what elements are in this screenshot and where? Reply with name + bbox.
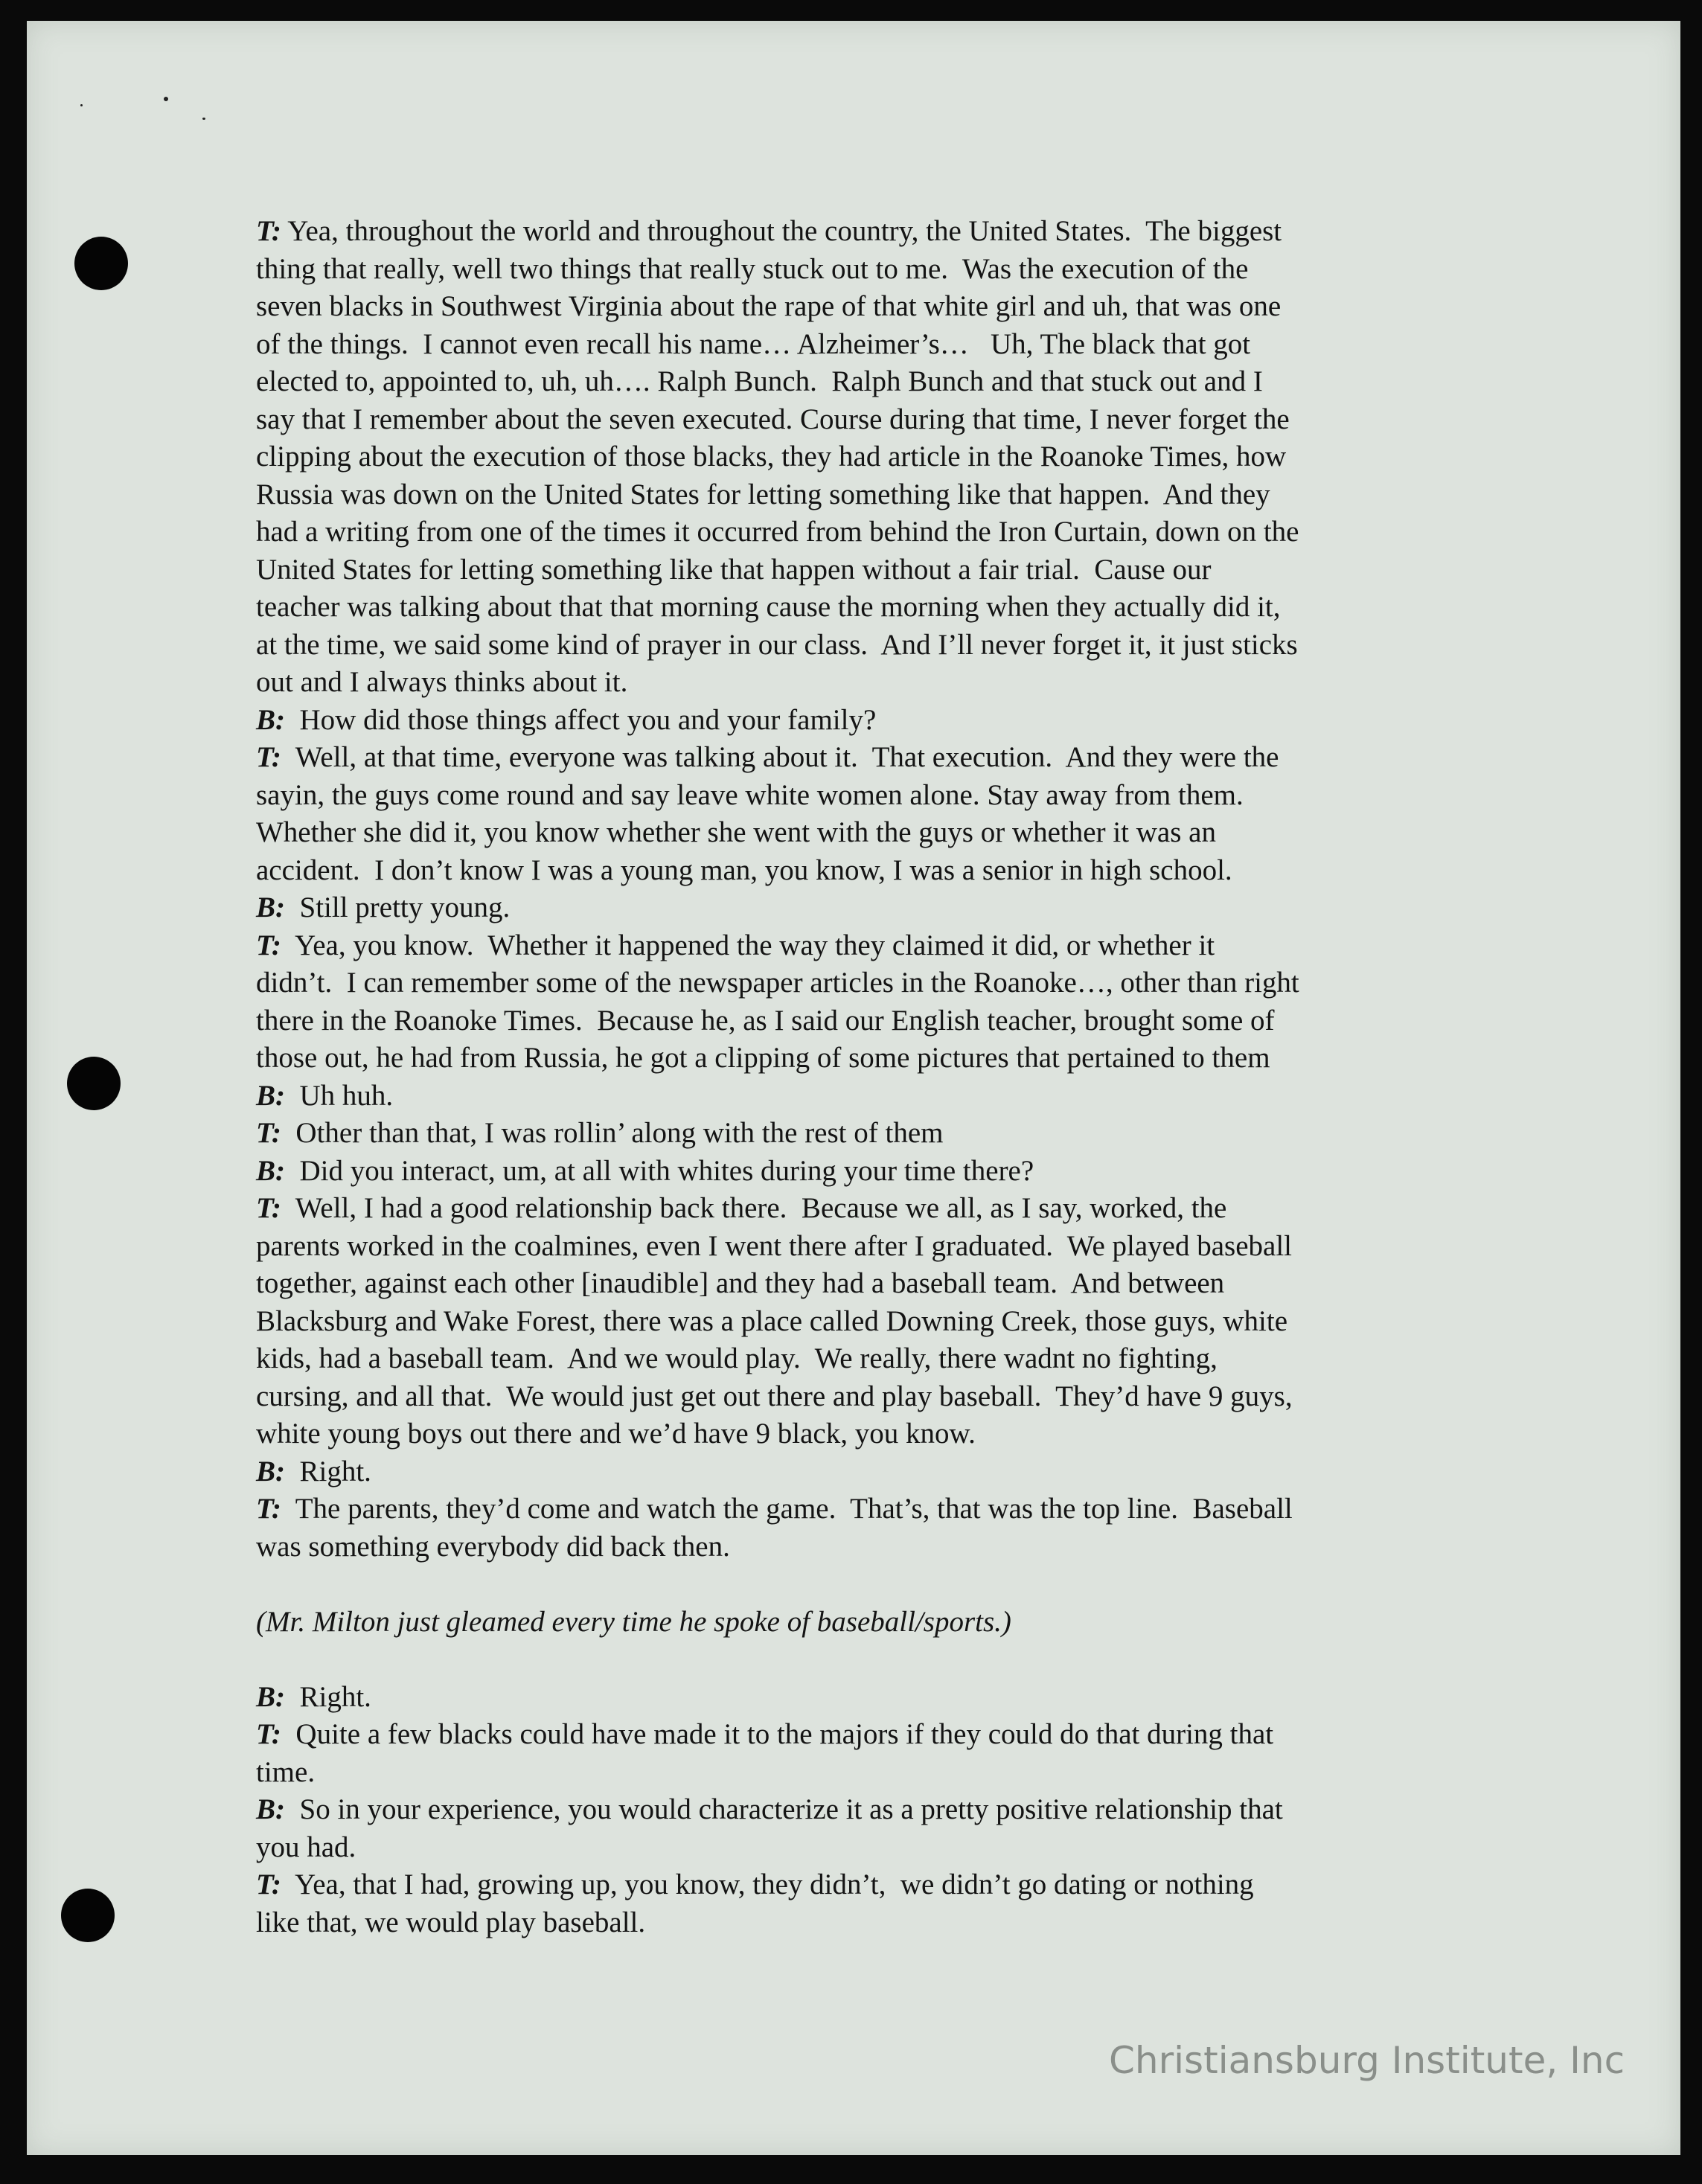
- transcript-line: [256, 438, 1477, 476]
- paper-page: [27, 21, 1680, 2155]
- line-text: kids, had a baseball team. And we would play. We really, there wadnt no fighting,: [256, 1342, 1218, 1374]
- line-text: white young boys out there and we’d have 9 black, you know.: [256, 1418, 976, 1450]
- line-text: of the things. I cannot even recall his name… Alzheimer’s… Uh, The black that got: [256, 327, 1251, 360]
- line-text: Yea, you know. Whether it happened the way they claimed it did, or whether it: [281, 929, 1215, 961]
- line-text: Uh huh.: [285, 1079, 394, 1112]
- transcript-line: [256, 476, 1477, 514]
- transcript-line: [256, 213, 1477, 251]
- line-text: Did you interact, um, at all with whites during your time there?: [285, 1154, 1034, 1187]
- transcript-line: [256, 1679, 1477, 1717]
- transcript-line: [256, 251, 1477, 289]
- line-text: those out, he had from Russia, he got a clipping of some pictures that pertained to them: [256, 1042, 1270, 1074]
- line-text: Right.: [285, 1455, 371, 1488]
- line-text: How did those things affect you and your family?: [285, 703, 877, 736]
- transcript-line: [256, 1303, 1477, 1341]
- transcript-line: [256, 927, 1477, 965]
- speaker-label: B:: [256, 1793, 285, 1825]
- speaker-label: T:: [256, 1868, 281, 1900]
- line-text: Blacksburg and Wake Forest, there was a place called Downing Creek, those guys, white: [256, 1304, 1288, 1337]
- transcript-line: [256, 1002, 1477, 1040]
- transcript-line: [256, 814, 1477, 852]
- line-text: Whether she did it, you know whether she went with the guys or whether it was an: [256, 816, 1216, 848]
- interviewer-note: (Mr. Milton just gleamed every time he spoke of baseball/sports.): [256, 1605, 1011, 1638]
- transcript-line: [256, 777, 1477, 815]
- transcript-line: [256, 1754, 1477, 1792]
- transcript-part-1: [256, 213, 1477, 1566]
- transcript-line: [256, 363, 1477, 401]
- line-text: seven blacks in Southwest Virginia about the rape of that white girl and uh, that was one: [256, 290, 1282, 322]
- line-text: elected to, appointed to, uh, uh…. Ralph Bunch. Ralph Bunch and that stuck out and I: [256, 365, 1263, 397]
- transcript-line: [256, 1077, 1477, 1115]
- line-text: was something everybody did back then.: [256, 1530, 730, 1563]
- transcript-line: [256, 401, 1477, 439]
- transcript-line: [256, 1415, 1477, 1453]
- speaker-label: B:: [256, 703, 285, 736]
- transcript-line: [256, 702, 1477, 740]
- transcript-line: [256, 1040, 1477, 1077]
- transcript-line: [256, 889, 1477, 927]
- line-text: Russia was down on the United States for letting something like that happen. And they: [256, 478, 1270, 510]
- transcript-line: [256, 513, 1477, 551]
- line-text: sayin, the guys come round and say leave white women alone. Stay away from them.: [256, 778, 1244, 811]
- line-text: cursing, and all that. We would just get out there and play baseball. They’d have 9 guys,: [256, 1380, 1293, 1412]
- transcript-line: [256, 326, 1477, 364]
- line-text: Well, at that time, everyone was talking about it. That execution. And they were the: [281, 741, 1279, 773]
- line-text: Right.: [285, 1680, 371, 1713]
- paper-speck: [80, 104, 83, 106]
- transcript-line: [256, 551, 1477, 589]
- transcript-line: [256, 852, 1477, 890]
- speaker-label: B:: [256, 1154, 285, 1187]
- punch-hole-top: [74, 237, 128, 290]
- line-text: Still pretty young.: [285, 891, 511, 923]
- transcript-line: [256, 1190, 1477, 1228]
- line-text: Yea, that I had, growing up, you know, they didn’t, we didn’t go dating or nothing: [281, 1868, 1254, 1900]
- transcript-line: [256, 1115, 1477, 1153]
- transcript-line: [256, 1528, 1477, 1566]
- transcript-line: [256, 739, 1477, 777]
- blank-line: [256, 1566, 1477, 1604]
- transcript-line: [256, 1716, 1477, 1754]
- transcript-line: [256, 1791, 1477, 1829]
- line-text: Yea, throughout the world and throughout the country, the United States. The biggest: [281, 215, 1282, 247]
- punch-hole-bottom: [61, 1889, 115, 1942]
- transcript-line: [256, 664, 1477, 702]
- line-text: thing that really, well two things that really stuck out to me. Was the execution of the: [256, 252, 1249, 285]
- line-text: say that I remember about the seven executed. Course during that time, I never forget the: [256, 403, 1290, 435]
- transcript-line: [256, 1453, 1477, 1491]
- transcript-line: [256, 964, 1477, 1002]
- line-text: out and I always thinks about it.: [256, 666, 628, 698]
- transcript-line: [256, 1340, 1477, 1378]
- line-text: time.: [256, 1755, 316, 1788]
- speaker-label: B:: [256, 1680, 285, 1713]
- paper-speck: [202, 118, 205, 120]
- punch-hole-middle: [67, 1057, 121, 1110]
- transcript-body: [256, 213, 1477, 1941]
- line-text: together, against each other [inaudible] and they had a baseball team. And between: [256, 1267, 1225, 1299]
- speaker-label: B:: [256, 1455, 285, 1488]
- speaker-label: T:: [256, 1493, 281, 1525]
- line-text: at the time, we said some kind of prayer in our class. And I’ll never forget it, it just sticks: [256, 628, 1298, 661]
- line-text: United States for letting something like that happen without a fair trial. Cause our: [256, 553, 1212, 586]
- speaker-label: T:: [256, 215, 281, 247]
- transcript-line: [256, 1153, 1477, 1191]
- paper-speck: [164, 97, 168, 101]
- transcript-line: [256, 288, 1477, 326]
- transcript-line: [256, 627, 1477, 665]
- speaker-label: T:: [256, 1718, 281, 1750]
- watermark: Christiansburg Institute, Inc: [1109, 2039, 1625, 2082]
- line-text: clipping about the execution of those blacks, they had article in the Roanoke Times, how: [256, 441, 1287, 473]
- line-text: like that, we would play baseball.: [256, 1906, 646, 1938]
- line-text: accident. I don’t know I was a young man, you know, I was a senior in high school.: [256, 854, 1232, 886]
- line-text: Quite a few blacks could have made it to the majors if they could do that during that: [281, 1718, 1274, 1750]
- line-text: there in the Roanoke Times. Because he, as I said our English teacher, brought some of: [256, 1004, 1275, 1037]
- speaker-label: T:: [256, 929, 281, 961]
- transcript-line: [256, 1265, 1477, 1303]
- line-text: you had.: [256, 1831, 356, 1863]
- blank-line: [256, 1641, 1477, 1679]
- line-text: Well, I had a good relationship back there. Because we all, as I say, worked, the: [281, 1192, 1227, 1224]
- line-text: had a writing from one of the times it occurred from behind the Iron Curtain, down on the: [256, 516, 1299, 548]
- line-text: teacher was talking about that that morning cause the morning when they actually did it,: [256, 591, 1281, 623]
- speaker-label: T:: [256, 741, 281, 773]
- transcript-line: [256, 1829, 1477, 1867]
- transcript-part-2: [256, 1679, 1477, 1942]
- transcript-line: [256, 1904, 1477, 1942]
- transcript-line: [256, 1378, 1477, 1416]
- speaker-label: B:: [256, 891, 285, 923]
- speaker-label: T:: [256, 1117, 281, 1149]
- line-text: parents worked in the coalmines, even I went there after I graduated. We played baseball: [256, 1229, 1292, 1262]
- transcript-line: [256, 1490, 1477, 1528]
- line-text: didn’t. I can remember some of the newspaper articles in the Roanoke…, other than right: [256, 967, 1299, 999]
- transcript-line: [256, 1228, 1477, 1266]
- transcript-line: [256, 1866, 1477, 1904]
- speaker-label: B:: [256, 1079, 285, 1112]
- transcript-line: [256, 589, 1477, 627]
- speaker-label: T:: [256, 1192, 281, 1224]
- line-text: The parents, they’d come and watch the game. That’s, that was the top line. Baseball: [281, 1493, 1293, 1525]
- line-text: Other than that, I was rollin’ along with the rest of them: [281, 1117, 944, 1149]
- line-text: So in your experience, you would characterize it as a pretty positive relationship that: [285, 1793, 1283, 1825]
